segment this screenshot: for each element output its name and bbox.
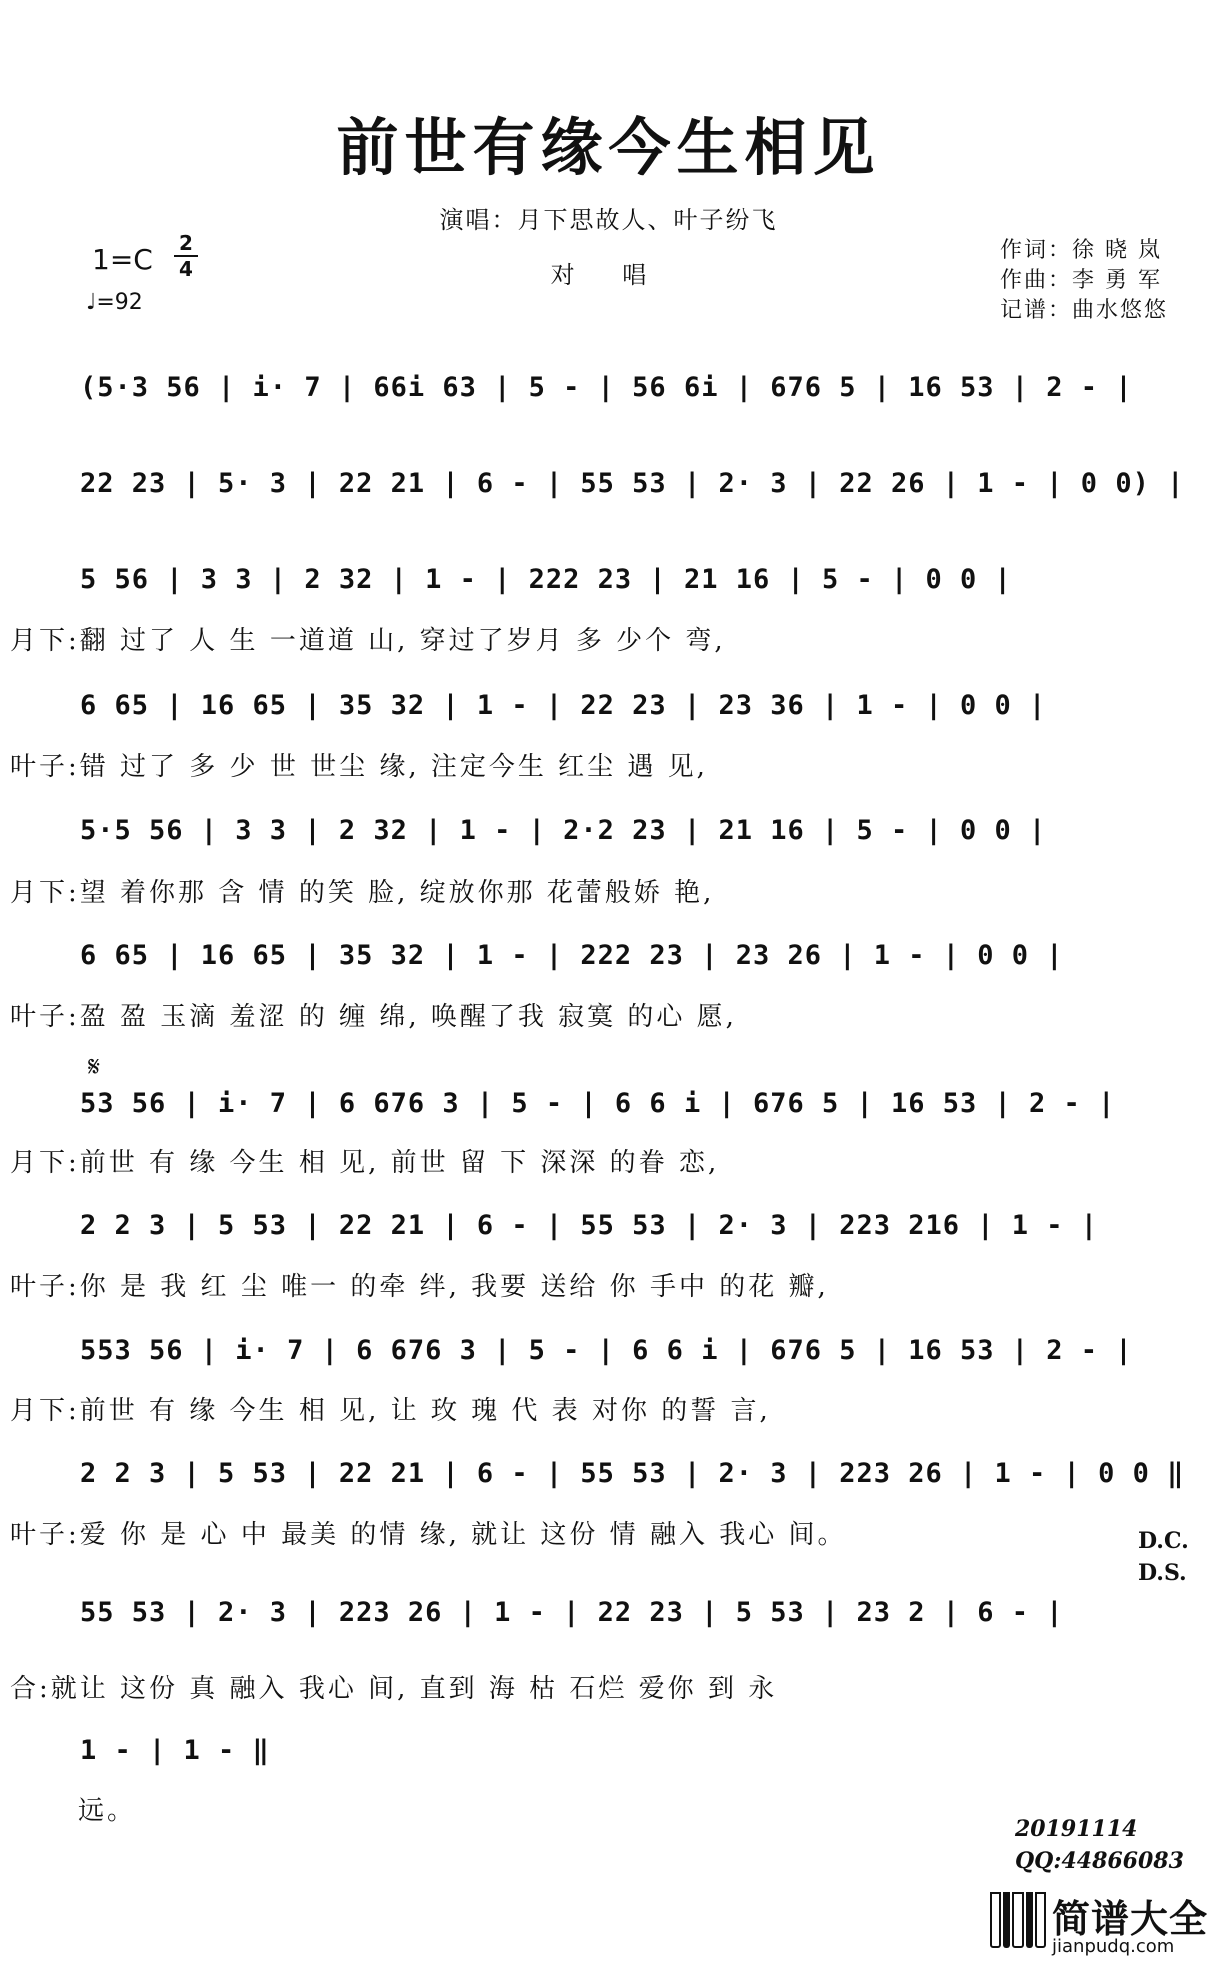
notation-line: 1 - | 1 - ‖: [80, 1735, 270, 1766]
time-signature-bottom: 4: [179, 257, 193, 281]
lyric-line: [10, 872, 1200, 909]
transcriber: 记谱：曲水悠悠: [1000, 298, 1169, 323]
lyric-text: 就让 这份 真 融入 我心 间, 直到 海 枯 石烂 爱你 到 永: [50, 1674, 778, 1704]
singer-label: 月下:: [10, 626, 80, 656]
singer-label: 叶子:: [10, 1002, 80, 1032]
lyric-text: 爱 你 是 心 中 最美 的情 缘, 就让 这份 情 融入 我心 间。: [79, 1520, 847, 1550]
lyric-text: 前世 有 缘 今生 相 见, 让 玫 瑰 代 表 对你 的誓 言,: [79, 1396, 771, 1426]
time-signature: [174, 232, 198, 280]
singer-label: 合:: [10, 1674, 51, 1704]
credits: [1000, 236, 1168, 326]
lyric-line: [10, 1668, 1200, 1705]
performance-mode: 对 唱: [550, 261, 667, 289]
lyric-text: 远。: [78, 1796, 137, 1826]
page-title: 前世有缘今生相见: [336, 111, 881, 184]
lyric-text: 前世 有 缘 今生 相 见, 前世 留 下 深深 的眷 恋,: [79, 1148, 720, 1178]
lyric-line: [10, 746, 1200, 783]
lyric-line: [10, 1514, 1200, 1551]
time-signature-top: 2: [179, 231, 193, 255]
dc-mark: D.C.: [1138, 1528, 1189, 1554]
singer-label: 月下:: [10, 1396, 80, 1426]
singer-label: 月下:: [10, 878, 80, 908]
singer-label: 叶子:: [10, 1272, 80, 1302]
lyric-text: 望 着你那 含 情 的笑 脸, 绽放你那 花蕾般娇 艳,: [79, 878, 715, 908]
lyric-text: 翻 过了 人 生 一道道 山, 穿过了岁月 多 少个 弯,: [79, 626, 726, 656]
lyric-line: [10, 1142, 1200, 1179]
notation-line: 6 65 | 16 65 | 35 32 | 1 - | 222 23 | 23 26 | 1 - | 0 0 |: [80, 940, 1064, 971]
logo-text: 简谱大全: [1052, 1897, 1209, 1941]
qq-contact: QQ:44866083: [1015, 1848, 1184, 1874]
date-stamp: 20191114: [1015, 1816, 1138, 1842]
composer: 作曲：李 勇 军: [1000, 268, 1162, 293]
site-logo: [990, 1888, 1212, 1960]
notation-line: 5·5 56 | 3 3 | 2 32 | 1 - | 2·2 23 | 21 16 | 5 - | 0 0 |: [80, 815, 1047, 846]
notation-line: 2 2 3 | 5 53 | 22 21 | 6 - | 55 53 | 2· 3 | 223 26 | 1 - | 0 0 ‖: [80, 1458, 1185, 1489]
segno-sign: 𝄋: [88, 1050, 101, 1083]
lyric-line: [10, 1266, 1200, 1303]
tempo-marking: ♩=92: [86, 290, 143, 315]
lyricist: 作词：徐 晓 岚: [1000, 238, 1162, 263]
singer-label: 月下:: [10, 1148, 80, 1178]
ds-mark: D.S.: [1138, 1560, 1187, 1586]
lyric-text: 错 过了 多 少 世 世尘 缘, 注定今生 红尘 遇 见,: [79, 752, 708, 782]
notation-line: 6 65 | 16 65 | 35 32 | 1 - | 22 23 | 23 36 | 1 - | 0 0 |: [80, 690, 1047, 721]
notation-line: 22 23 | 5· 3 | 22 21 | 6 - | 55 53 | 2· 3 | 22 26 | 1 - | 0 0) |: [80, 468, 1185, 499]
lyric-line: [10, 620, 1200, 657]
repeat-marks: [1138, 1525, 1189, 1589]
notation-line: 553 56 | i· 7 | 6 676 3 | 5 - | 6 6 i | 676 5 | 16 53 | 2 - |: [80, 1335, 1133, 1366]
lyric-text: 盈 盈 玉滴 羞涩 的 缠 绵, 唤醒了我 寂寞 的心 愿,: [79, 1002, 737, 1032]
singers-line: 演唱：月下思故人、叶子纷飞: [439, 206, 778, 234]
notation-line: 55 53 | 2· 3 | 223 26 | 1 - | 22 23 | 5 53 | 23 2 | 6 - |: [80, 1597, 1064, 1628]
notation-line: 53 56 | i· 7 | 6 676 3 | 5 - | 6 6 i | 676 5 | 16 53 | 2 - |: [80, 1088, 1116, 1119]
key-signature: 1=C: [92, 243, 153, 276]
lyric-text: 你 是 我 红 尘 唯一 的牵 绊, 我要 送给 你 手中 的花 瓣,: [79, 1272, 829, 1302]
notation-line: 2 2 3 | 5 53 | 22 21 | 6 - | 55 53 | 2· 3 | 223 216 | 1 - |: [80, 1210, 1099, 1241]
notation-line: (5·3 56 | i· 7 | 66i 63 | 5 - | 56 6i | 676 5 | 16 53 | 2 - |: [80, 372, 1133, 403]
lyric-line: [10, 996, 1200, 1033]
notation-line: 5 56 | 3 3 | 2 32 | 1 - | 222 23 | 21 16 | 5 - | 0 0 |: [80, 564, 1012, 595]
lyric-line: [10, 1390, 1200, 1427]
footer-info: [1015, 1813, 1184, 1877]
singer-label: 叶子:: [10, 752, 80, 782]
singer-label: 叶子:: [10, 1520, 80, 1550]
logo-url: jianpudq.com: [1052, 1936, 1175, 1957]
piano-keys-icon: [990, 1892, 1046, 1948]
